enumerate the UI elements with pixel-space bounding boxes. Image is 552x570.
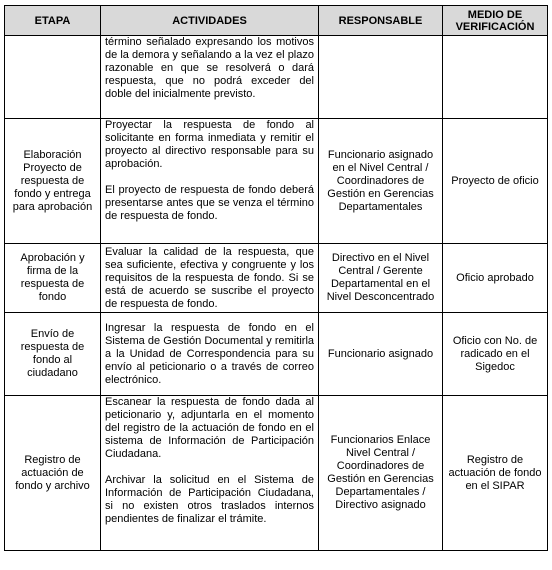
actividad-text: El proyecto de respuesta de fondo deberá presentarse antes que se venza el término de respuesta de fondo. [105,184,314,222]
header-actividades: ACTIVIDADES [101,6,319,36]
medio-cell [443,36,548,119]
header-responsable: RESPONSABLE [319,6,443,36]
actividad-text: Evaluar la calidad de la respuesta, que sea suficiente, efectiva y congruente y los requisitos de la respuesta de fondo. Si se está de acuerdo se suscribe el proyecto de respuesta de fondo. [105,245,314,310]
medio-cell: Oficio con No. de radicado en el Sigedoc [443,313,548,396]
etapa-cell: Envío de respuesta de fondo al ciudadano [5,313,101,396]
actividad-text: Ingresar la respuesta de fondo en el Sistema de Gestión Documental y remitirla a la Unidad de Correspondencia para su envío al peticionario o a través de correo electrónico. [105,321,314,386]
header-etapa: ETAPA [5,6,101,36]
table-row [5,396,548,551]
actividades-cell [101,396,319,551]
actividades-cell [101,119,319,244]
etapa-cell: Registro de actuación de fondo y archivo [5,396,101,551]
etapa-cell: Aprobación y firma de la respuesta de fondo [5,244,101,313]
actividades-cell [101,244,319,313]
header-row [5,6,548,36]
actividades-cell [101,36,319,119]
procedure-table [4,5,548,551]
table-row [5,36,548,119]
responsable-cell: Funcionario asignado [319,313,443,396]
medio-cell: Proyecto de oficio [443,119,548,244]
responsable-cell: Funcionario asignado en el Nivel Central / Coordinadores de Gestión en Gerencias Departamentales [319,119,443,244]
responsable-cell [319,36,443,119]
table-row [5,119,548,244]
actividad-text: Archivar la solicitud en el Sistema de Información de Participación Ciudadana, si no existen otros traslados internos pendientes de finalizar el trámite. [105,474,314,525]
header-medio-verificacion: MEDIO DE VERIFICACIÓN [443,6,548,36]
table-row [5,313,548,396]
medio-cell: Registro de actuación de fondo en el SIPAR [443,396,548,551]
etapa-cell [5,36,101,119]
actividades-cell [101,313,319,396]
responsable-cell: Funcionarios Enlace Nivel Central / Coordinadores de Gestión en Gerencias Departamentales / Directivo asignado [319,396,443,551]
medio-cell: Oficio aprobado [443,244,548,313]
actividad-text: Proyectar la respuesta de fondo al solicitante en forma inmediata y remitir el proyecto al directivo responsable para su aprobación. [105,119,314,170]
etapa-cell: Elaboración Proyecto de respuesta de fondo y entrega para aprobación [5,119,101,244]
actividad-text: Escanear la respuesta de fondo dada al peticionario y, adjuntarla en el momento del registro de la actuación de fondo en el sistema de Información de Participación Ciudadana. [105,396,314,460]
table-row [5,244,548,313]
actividad-text: término señalado expresando los motivos de la demora y señalando a la vez el plazo razonable en que se resolverá o dará respuesta, que no podrá exceder del doble del inicialmente previsto. [105,36,314,100]
responsable-cell: Directivo en el Nivel Central / Gerente Departamental en el Nivel Desconcentrado [319,244,443,313]
